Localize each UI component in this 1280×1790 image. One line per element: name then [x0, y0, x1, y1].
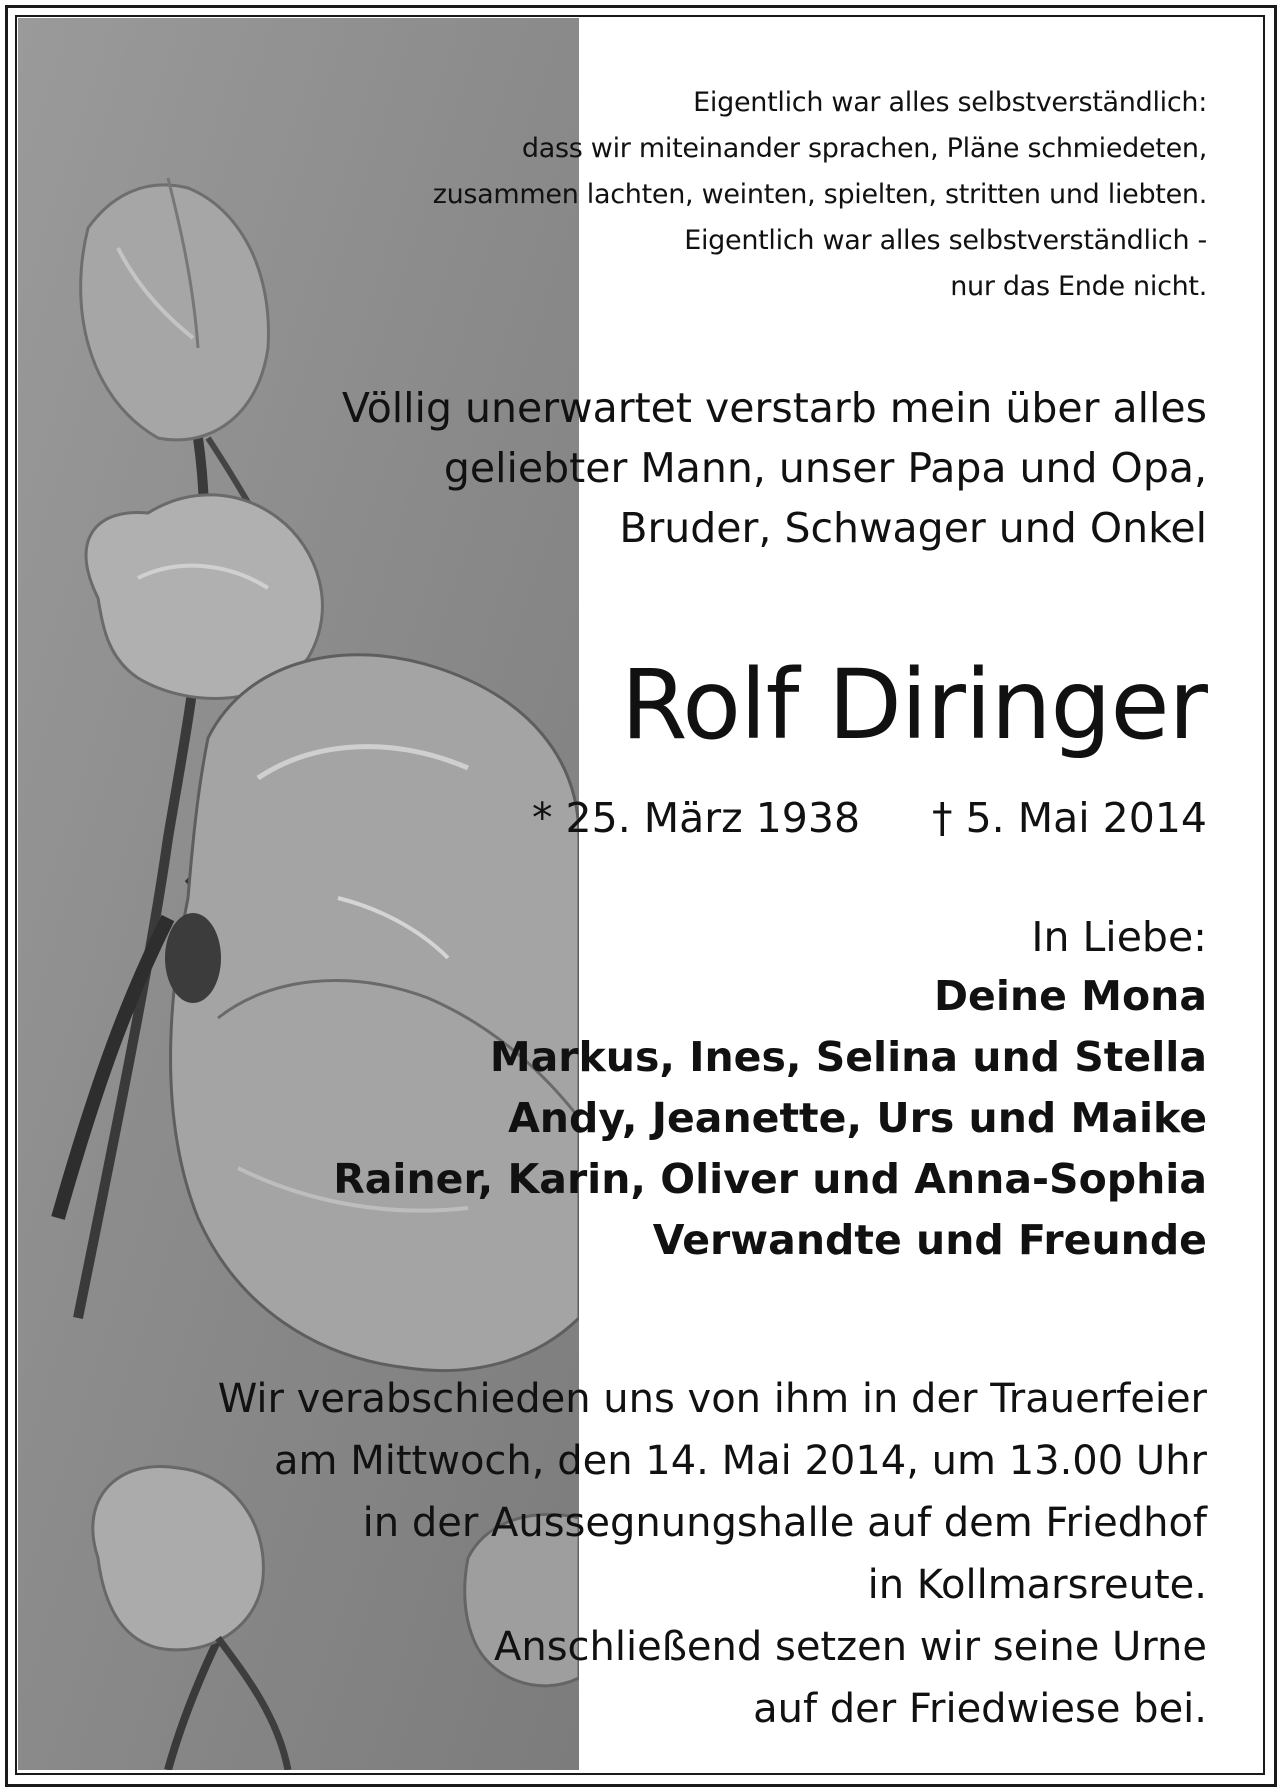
funeral-details — [218, 1368, 1207, 1740]
announcement-line: geliebter Mann, unser Papa und Opa, — [443, 444, 1207, 492]
mourners-list — [333, 966, 1207, 1271]
funeral-line: in der Aussegnungshalle auf dem Friedhof — [362, 1500, 1207, 1546]
mourner-line: Verwandte und Freunde — [652, 1216, 1207, 1264]
funeral-line: in Kollmarsreute. — [867, 1562, 1207, 1608]
life-dates — [532, 790, 1207, 846]
death-date: † 5. Mai 2014 — [932, 794, 1207, 842]
poem-line: dass wir miteinander sprachen, Pläne schmiedeten, — [521, 133, 1207, 164]
poem-line: nur das Ende nicht. — [950, 271, 1207, 302]
funeral-line: Wir verabschieden uns von ihm in der Trauerfeier — [217, 1376, 1207, 1422]
poem-line: Eigentlich war alles selbstverständlich: — [693, 87, 1207, 118]
deceased-name: Rolf Diringer — [620, 649, 1207, 761]
funeral-line: auf der Friedwiese bei. — [753, 1686, 1207, 1732]
mourner-line: Deine Mona — [934, 972, 1207, 1020]
mourners-label: In Liebe: — [1031, 913, 1207, 961]
announcement-line: Völlig unerwartet verstarb mein über alles — [341, 384, 1207, 432]
mourner-line: Markus, Ines, Selina und Stella — [489, 1033, 1207, 1081]
funeral-line: am Mittwoch, den 14. Mai 2014, um 13.00 Uhr — [274, 1438, 1207, 1484]
announcement — [342, 378, 1207, 558]
announcement-line: Bruder, Schwager und Onkel — [619, 504, 1207, 552]
mourner-line: Andy, Jeanette, Urs und Maike — [508, 1094, 1207, 1142]
poem — [433, 80, 1207, 310]
poem-line: zusammen lachten, weinten, spielten, stritten und liebten. — [432, 179, 1207, 210]
poem-line: Eigentlich war alles selbstverständlich - — [684, 225, 1207, 256]
mourner-line: Rainer, Karin, Oliver und Anna-Sophia — [333, 1155, 1207, 1203]
birth-date: * 25. März 1938 — [532, 794, 861, 842]
funeral-line: Anschließend setzen wir seine Urne — [493, 1624, 1207, 1670]
